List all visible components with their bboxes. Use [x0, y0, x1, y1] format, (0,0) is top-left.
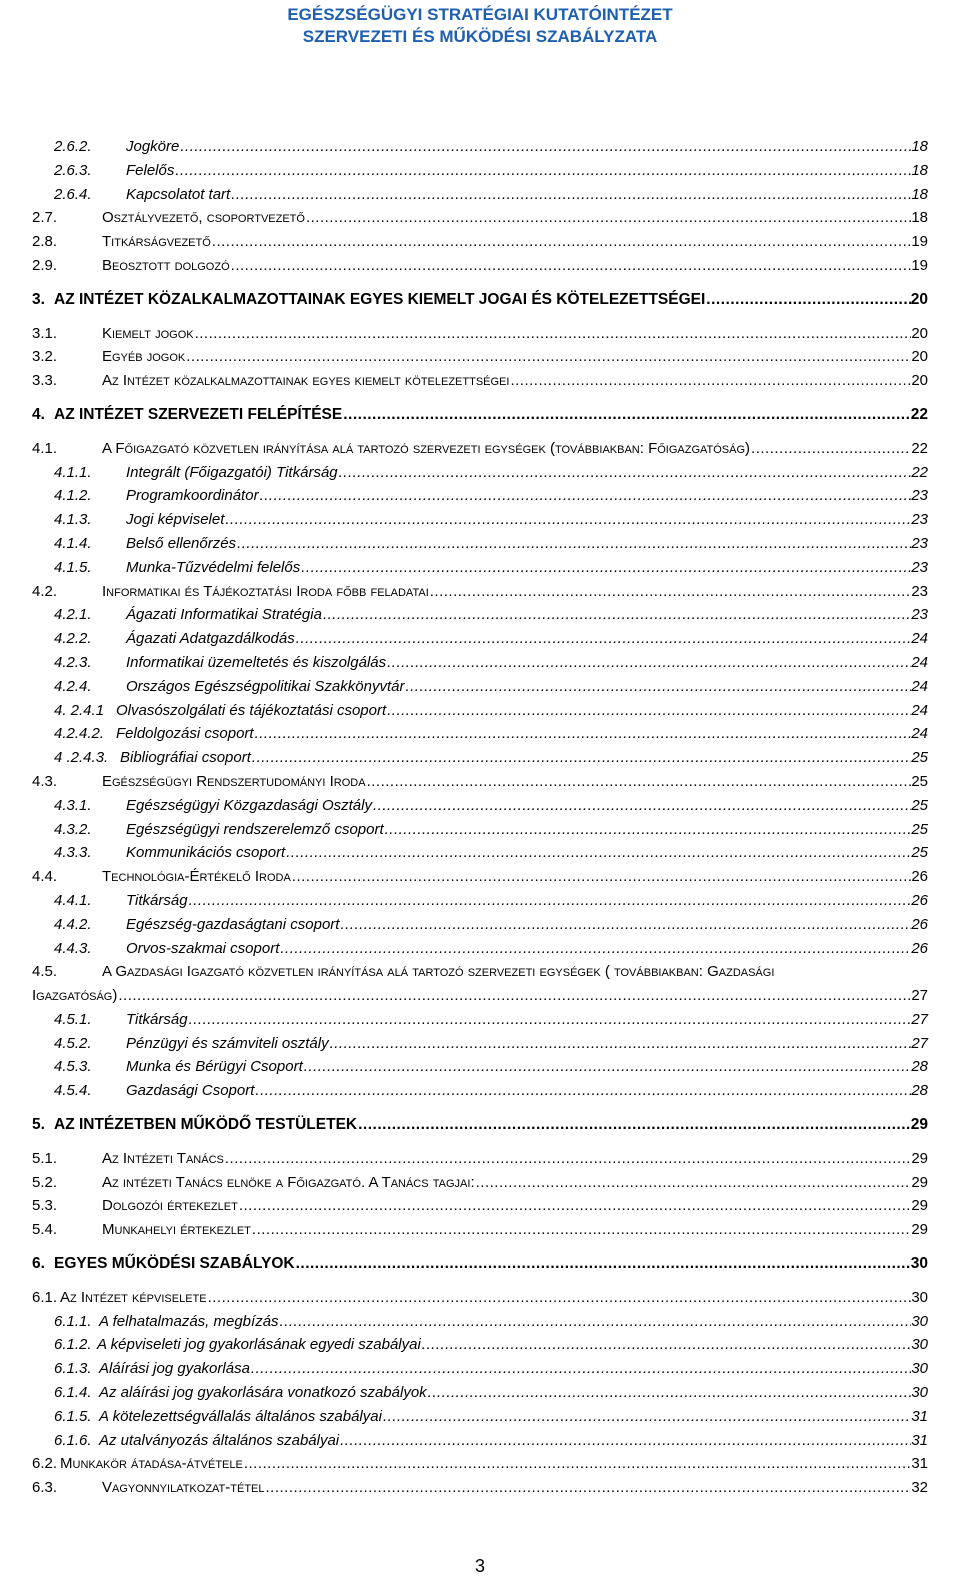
- toc-entry-leader: [387, 651, 911, 675]
- toc-entry-title: Egyéb jogok: [102, 348, 186, 366]
- toc-entry-page: 18: [911, 185, 928, 203]
- toc-entry-page: 22: [911, 439, 928, 457]
- toc-entry-title: Bibliográfiai csoport: [120, 749, 251, 767]
- toc-entry-leader: [255, 1079, 911, 1103]
- toc-entry-page: 30: [911, 1312, 928, 1330]
- toc-entry-title: Osztályvezető, csoportvezető: [102, 209, 305, 227]
- toc-entry-number: 6.: [32, 1255, 45, 1273]
- toc-entry[interactable]: [32, 1357, 928, 1381]
- toc-entry-number: 4.1.3.: [54, 511, 92, 529]
- toc-entry-number: 4.1.2.: [54, 487, 92, 505]
- toc-entry-number: 4.5.2.: [54, 1034, 92, 1052]
- toc-entry-leader: [244, 1452, 911, 1476]
- toc-entry-title: Technológia-Értékelő Iroda: [102, 868, 291, 886]
- toc-entry-leader: [252, 746, 911, 770]
- toc-entry-number: 4.5.4.: [54, 1082, 92, 1100]
- toc-entry-page: 29: [911, 1221, 928, 1239]
- toc-entry-leader: [189, 1008, 912, 1032]
- toc-entry-title: Titkárság: [126, 1010, 188, 1028]
- toc-entry-leader: [358, 1113, 911, 1137]
- toc-entry-page: 29: [910, 1116, 928, 1134]
- toc-entry-page: 25: [911, 772, 928, 790]
- toc-entry[interactable]: [32, 699, 928, 723]
- toc-entry[interactable]: [32, 484, 928, 508]
- toc-entry-page: 31: [911, 1455, 928, 1473]
- toc-entry-leader: [286, 841, 911, 865]
- toc-entry[interactable]: [32, 937, 928, 961]
- toc-entry-number: 6.1.1.: [54, 1312, 92, 1330]
- toc-entry[interactable]: [32, 183, 928, 207]
- toc-entry[interactable]: [32, 603, 928, 627]
- toc-entry-leader: [373, 794, 911, 818]
- toc-entry-number: 3.3.: [32, 372, 58, 390]
- toc-entry-title: Ágazati Adatgazdálkodás: [126, 630, 295, 648]
- toc-entry-page: 25: [911, 844, 928, 862]
- toc-entry-title: Az Intézet képviselete: [60, 1288, 207, 1306]
- toc-entry-leader: [237, 532, 911, 556]
- toc-entry[interactable]: [32, 369, 928, 393]
- toc-entry[interactable]: [32, 1381, 928, 1405]
- toc-entry-page: 30: [911, 1288, 928, 1306]
- toc-entry-title: Egészségügyi rendszerelemző csoport: [126, 820, 384, 838]
- toc-entry[interactable]: [32, 1171, 928, 1195]
- toc-entry-title: Pénzügyi és számviteli osztály: [126, 1034, 329, 1052]
- toc-entry-title: Országos Egészségpolitikai Szakkönyvtár: [126, 677, 405, 695]
- toc-entry-leader: [751, 437, 911, 461]
- toc-entry-number: 2.6.3.: [54, 161, 92, 179]
- toc-entry-page: 19: [911, 256, 928, 274]
- toc-entry-page: 18: [911, 161, 928, 179]
- toc-entry-title: A Főigazgató közvetlen irányítása alá tartozó szervezeti egységek (továbbiakban: Főigazgatóság): [102, 439, 751, 457]
- toc-entry-number: 4.: [32, 405, 45, 423]
- toc-entry-leader: [422, 1333, 912, 1357]
- header-line-2: SZERVEZETI ÉS MŰKÖDÉSI SZABÁLYZATA: [302, 27, 658, 46]
- toc-entry-leader: [189, 889, 912, 913]
- toc-entry[interactable]: [32, 770, 928, 794]
- toc-entry-page: 24: [911, 701, 928, 719]
- toc-entry-leader: [339, 461, 912, 485]
- toc-entry-title: Jogi képviselet: [126, 511, 225, 529]
- toc-entry-page: 29: [911, 1173, 928, 1191]
- toc-entry-page: 26: [911, 915, 928, 933]
- toc-entry-title: Egészségügyi Közgazdasági Osztály: [126, 796, 372, 814]
- toc-entry-leader: [212, 230, 912, 254]
- toc-entry-number: 4.2.1.: [54, 606, 92, 624]
- toc-entry-leader: [296, 627, 912, 651]
- toc-entry-page: 18: [911, 209, 928, 227]
- toc-entry[interactable]: [32, 508, 928, 532]
- toc-entry[interactable]: [32, 1310, 928, 1334]
- toc-entry-title: A felhatalmazás, megbízás: [99, 1312, 279, 1330]
- toc-entry-page: 20: [910, 290, 928, 308]
- toc-entry-title: Informatikai és Tájékoztatási Iroda főbb feladatai: [102, 582, 429, 600]
- toc-entry-number: 4.3.2.: [54, 820, 92, 838]
- toc-entry[interactable]: [32, 841, 928, 865]
- toc-entry-title: Orvos-szakmai csoport: [126, 939, 280, 957]
- toc-entry-title: Titkárság: [126, 891, 188, 909]
- toc-entry[interactable]: [32, 1032, 928, 1056]
- toc-entry-page: 27: [911, 987, 928, 1005]
- toc-entry-title: Belső ellenőrzés: [126, 534, 237, 552]
- toc-entry-leader: [330, 1032, 912, 1056]
- toc-entry[interactable]: [32, 1218, 928, 1242]
- toc-entry-page: 30: [911, 1336, 928, 1354]
- toc-entry-number: 5.: [32, 1116, 45, 1134]
- toc-entry-leader: [510, 369, 911, 393]
- toc-entry-number: 4.4.3.: [54, 939, 92, 957]
- toc-entry-page: 31: [911, 1407, 928, 1425]
- toc-entry-leader: [306, 206, 911, 230]
- toc-entry-leader: [280, 937, 911, 961]
- toc-entry-leader: [292, 865, 912, 889]
- toc-entry-title: Olvasószolgálati és tájékoztatási csoport: [116, 701, 387, 719]
- toc-entry-page: 23: [911, 487, 928, 505]
- toc-entry-number: 6.3.: [32, 1479, 58, 1497]
- toc-entry[interactable]: [32, 1008, 928, 1032]
- toc-entry-title: AZ INTÉZET SZERVEZETI FELÉPÍTÉSE: [54, 405, 343, 423]
- toc-entry-title: Vagyonnyilatkozat-tétel: [102, 1479, 265, 1497]
- toc-entry-title: Az aláírási jog gyakorlására vonatkozó szabályok: [99, 1384, 427, 1402]
- toc-entry-page: 26: [911, 939, 928, 957]
- toc-entry[interactable]: [32, 230, 928, 254]
- toc-entry-leader: [175, 159, 911, 183]
- toc-entry-number: 4.5.3.: [54, 1058, 92, 1076]
- toc-entry-title: Munka és Bérügyi Csoport: [126, 1058, 303, 1076]
- toc-entry-leader: [195, 322, 912, 346]
- toc-entry-page: 19: [911, 233, 928, 251]
- toc-entry-number: 5.1.: [32, 1149, 58, 1167]
- toc-entry-title: Dolgozói értekezlet: [102, 1197, 238, 1215]
- toc-entry-page: 20: [911, 372, 928, 390]
- toc-entry-page: 23: [911, 534, 928, 552]
- toc-entry-number: 6.1.2.: [54, 1336, 92, 1354]
- toc-entry-number: 4.5.: [32, 963, 58, 981]
- toc-entry-title: Integrált (Főigazgatói) Titkárság: [126, 463, 338, 481]
- toc-entry-title: Munkahelyi értekezlet: [102, 1221, 251, 1239]
- toc-entry-page: 30: [911, 1384, 928, 1402]
- toc-entry[interactable]: [32, 1252, 928, 1276]
- toc-entry-page: 18: [911, 138, 928, 155]
- toc-entry[interactable]: [32, 254, 928, 278]
- toc-entry-page: 28: [911, 1082, 928, 1100]
- toc-entry-page: 29: [911, 1197, 928, 1215]
- toc-entry-page: 29: [911, 1149, 928, 1167]
- toc-entry[interactable]: [32, 532, 928, 556]
- toc-entry-title: Az Intézeti Tanács: [102, 1149, 224, 1167]
- toc-entry-page: 27: [911, 1034, 928, 1052]
- toc-entry-page: 24: [911, 725, 928, 743]
- toc-entry-number: 2.6.4.: [54, 185, 92, 203]
- toc-entry-leader: [208, 1286, 912, 1310]
- toc-entry-title: Jogköre: [126, 138, 180, 155]
- toc-entry-number: 3.: [32, 290, 45, 308]
- toc-entry-leader: [118, 984, 911, 1008]
- toc-entry-number: 5.2.: [32, 1173, 58, 1191]
- toc-entry[interactable]: [32, 1079, 928, 1103]
- toc-entry-number: 3.2.: [32, 348, 58, 366]
- toc-entry[interactable]: [32, 288, 928, 312]
- table-of-contents: [32, 135, 928, 1500]
- toc-entry-number: 2.7.: [32, 209, 58, 227]
- toc-entry-number: 2.9.: [32, 256, 58, 274]
- toc-entry-number: 4.2.4.: [54, 677, 92, 695]
- toc-entry-leader: [225, 508, 911, 532]
- toc-entry[interactable]: [32, 1452, 928, 1476]
- toc-entry-number: 6.1.5.: [54, 1407, 92, 1425]
- toc-entry[interactable]: [32, 1405, 928, 1429]
- toc-entry-title: Munka-Tűzvédelmi felelős: [126, 558, 301, 576]
- page-number: 3: [474, 1556, 485, 1576]
- toc-entry-page: 23: [911, 606, 928, 624]
- toc-entry-number: 4.1.: [32, 439, 58, 457]
- toc-entry-title: Kapcsolatot tart: [126, 185, 231, 203]
- toc-entry-page: 30: [911, 1360, 928, 1378]
- toc-entry-number: 4.5.1.: [54, 1010, 92, 1028]
- toc-entry[interactable]: [32, 437, 928, 461]
- toc-entry-number: 6.1.3.: [54, 1360, 92, 1378]
- toc-entry-leader: [323, 603, 911, 627]
- toc-entry-title: Beosztott dolgozó: [102, 256, 230, 274]
- toc-entry-leader: [225, 1147, 911, 1171]
- toc-entry[interactable]: [32, 206, 928, 230]
- toc-entry-leader: [428, 1381, 912, 1405]
- toc-entry-number: 6.1.4.: [54, 1384, 92, 1402]
- toc-entry-leader: [430, 580, 912, 604]
- toc-entry-leader: [255, 722, 912, 746]
- toc-entry-number: 4.2.: [32, 582, 58, 600]
- toc-entry-title: A Gazdasági Igazgató közvetlen irányítása alá tartozó szervezeti egységek ( továbbiakban: Gazdasági: [102, 963, 775, 981]
- toc-entry-leader: [186, 345, 911, 369]
- toc-entry[interactable]: [32, 794, 928, 818]
- toc-entry[interactable]: [32, 461, 928, 485]
- toc-entry-leader: [296, 1252, 911, 1276]
- toc-entry[interactable]: [32, 960, 928, 1008]
- toc-entry-number: 4. 2.4.1: [54, 701, 105, 719]
- toc-entry-page: 26: [911, 868, 928, 886]
- toc-entry-leader: [252, 1218, 911, 1242]
- toc-entry-number: 4.3.: [32, 772, 58, 790]
- toc-entry-page: 25: [911, 796, 928, 814]
- toc-entry-title: Feldolgozási csoport: [116, 725, 254, 743]
- toc-entry-leader: [405, 675, 911, 699]
- toc-entry-page: 25: [911, 749, 928, 767]
- toc-entry-title: Kommunikációs csoport: [126, 844, 286, 862]
- toc-entry-number: 4.3.3.: [54, 844, 92, 862]
- toc-entry-number: 4.2.3.: [54, 653, 92, 671]
- toc-entry-page: 23: [911, 558, 928, 576]
- toc-entry-title: Aláírási jog gyakorlása: [99, 1360, 250, 1378]
- toc-entry-leader: [260, 484, 912, 508]
- toc-entry-page: 20: [911, 348, 928, 366]
- toc-entry-title: A kötelezettségvállalás általános szabályai: [99, 1407, 382, 1425]
- toc-entry-leader: [706, 288, 910, 312]
- toc-entry-title: AZ INTÉZET KÖZALKALMAZOTTAINAK EGYES KIEMELT JOGAI ÉS KÖTELEZETTSÉGEI: [54, 290, 706, 308]
- toc-entry-number: 4.1.4.: [54, 534, 92, 552]
- toc-entry-number: 4.2.2.: [54, 630, 92, 648]
- toc-entry-number: 6.2.: [32, 1455, 58, 1473]
- toc-entry-number: 4.1.5.: [54, 558, 92, 576]
- toc-entry[interactable]: [32, 1286, 928, 1310]
- toc-entry-number: 5.3.: [32, 1197, 58, 1215]
- toc-entry[interactable]: [32, 580, 928, 604]
- toc-entry[interactable]: [32, 159, 928, 183]
- toc-entry-page: 25: [911, 820, 928, 838]
- toc-entry-title: Titkárságvezető: [102, 233, 211, 251]
- toc-entry-title: Munkakör átadása-átvétele: [60, 1455, 243, 1473]
- document-header: [0, 4, 960, 48]
- toc-entry-number: 6.1.: [32, 1288, 58, 1306]
- toc-entry[interactable]: [32, 1476, 928, 1500]
- toc-entry-page: 27: [911, 1010, 928, 1028]
- toc-entry-page: 24: [911, 630, 928, 648]
- toc-entry-leader: [340, 913, 911, 937]
- toc-entry-title: Kiemelt jogok: [102, 324, 194, 342]
- toc-entry-page: 20: [911, 324, 928, 342]
- toc-entry-page: 24: [911, 677, 928, 695]
- toc-entry[interactable]: [32, 913, 928, 937]
- toc-entry[interactable]: [32, 865, 928, 889]
- toc-entry[interactable]: [32, 403, 928, 427]
- toc-entry-title: Felelős: [126, 161, 175, 179]
- toc-entry[interactable]: [32, 1055, 928, 1079]
- toc-entry-number: 6.1.6.: [54, 1431, 92, 1449]
- toc-entry-leader: [304, 1055, 912, 1079]
- toc-entry-title: Egészségügyi Rendszertudományi Iroda: [102, 772, 366, 790]
- toc-entry[interactable]: [32, 722, 928, 746]
- toc-entry-number: 4.4.1.: [54, 891, 92, 909]
- toc-entry-leader: [476, 1171, 912, 1195]
- toc-entry-leader: [239, 1194, 911, 1218]
- toc-entry-title-continued: Igazgatóság): [32, 987, 118, 1005]
- toc-entry-page: 23: [911, 582, 928, 600]
- toc-entry-leader: [231, 183, 911, 207]
- toc-entry-title: Ágazati Informatikai Stratégia: [126, 606, 322, 624]
- toc-entry-number: 4.2.4.2.: [54, 725, 105, 743]
- toc-entry-title: Az utalványozás általános szabályai: [99, 1431, 340, 1449]
- toc-entry-title: Gazdasági Csoport: [126, 1082, 255, 1100]
- toc-entry-number: 3.1.: [32, 324, 58, 342]
- toc-entry[interactable]: [32, 1147, 928, 1171]
- toc-entry[interactable]: [32, 651, 928, 675]
- toc-entry-number: 4.3.1.: [54, 796, 92, 814]
- toc-entry[interactable]: [32, 345, 928, 369]
- toc-entry-title: Az intézeti Tanács elnöke a Főigazgató. A Tanács tagjai:: [102, 1173, 475, 1191]
- toc-entry[interactable]: [32, 627, 928, 651]
- toc-entry-title: AZ INTÉZETBEN MŰKÖDŐ TESTÜLETEK: [54, 1116, 358, 1134]
- toc-entry-leader: [280, 1310, 912, 1334]
- toc-entry-number: 2.8.: [32, 233, 58, 251]
- header-line-1: EGÉSZSÉGÜGYI STRATÉGIAI KUTATÓINTÉZET: [287, 5, 673, 24]
- toc-entry-title: EGYES MŰKÖDÉSI SZABÁLYOK: [54, 1255, 295, 1273]
- toc-entry-title: Programkoordinátor: [126, 487, 259, 505]
- toc-entry-title: Az Intézet közalkalmazottainak egyes kiemelt kötelezettségei: [102, 372, 510, 390]
- toc-entry-page: 28: [911, 1058, 928, 1076]
- toc-entry[interactable]: [32, 1333, 928, 1357]
- toc-entry-page: 30: [910, 1255, 928, 1273]
- toc-entry-leader: [383, 1405, 911, 1429]
- toc-entry[interactable]: [32, 1429, 928, 1453]
- toc-entry[interactable]: [32, 1113, 928, 1137]
- toc-entry-leader: [367, 770, 912, 794]
- toc-entry-leader: [340, 1429, 911, 1453]
- toc-entry-number: 4.4.2.: [54, 915, 92, 933]
- toc-entry-leader: [301, 556, 911, 580]
- toc-entry-number: 5.4.: [32, 1221, 58, 1239]
- toc-entry-leader: [385, 818, 912, 842]
- toc-entry-leader: [343, 403, 911, 427]
- toc-entry-page: 32: [911, 1479, 928, 1497]
- toc-entry-title: Informatikai üzemeltetés és kiszolgálás: [126, 653, 387, 671]
- toc-entry-leader: [231, 254, 912, 278]
- toc-entry-page: 22: [911, 463, 928, 481]
- toc-entry[interactable]: [32, 135, 928, 159]
- toc-entry-number: 4.4.: [32, 868, 58, 886]
- toc-entry-number: 4.1.1.: [54, 463, 92, 481]
- toc-entry[interactable]: [32, 746, 928, 770]
- toc-entry-page: 26: [911, 891, 928, 909]
- toc-entry-leader: [180, 135, 911, 159]
- toc-entry-leader: [251, 1357, 911, 1381]
- toc-entry[interactable]: [32, 818, 928, 842]
- toc-entry-number: 4 .2.4.3.: [54, 749, 109, 767]
- toc-entry-title: Egészség-gazdaságtani csoport: [126, 915, 340, 933]
- toc-entry-page: 23: [911, 511, 928, 529]
- toc-entry[interactable]: [32, 556, 928, 580]
- toc-entry-title: A képviseleti jog gyakorlásának egyedi szabályai: [97, 1336, 421, 1354]
- toc-entry[interactable]: [32, 322, 928, 346]
- toc-entry[interactable]: [32, 675, 928, 699]
- toc-entry-page: 24: [911, 653, 928, 671]
- toc-entry-number: 2.6.2.: [54, 138, 92, 155]
- toc-entry-leader: [266, 1476, 912, 1500]
- toc-entry[interactable]: [32, 1194, 928, 1218]
- toc-entry-page: 31: [911, 1431, 928, 1449]
- toc-entry[interactable]: [32, 889, 928, 913]
- toc-entry-page: 22: [910, 405, 928, 423]
- toc-entry-leader: [387, 699, 911, 723]
